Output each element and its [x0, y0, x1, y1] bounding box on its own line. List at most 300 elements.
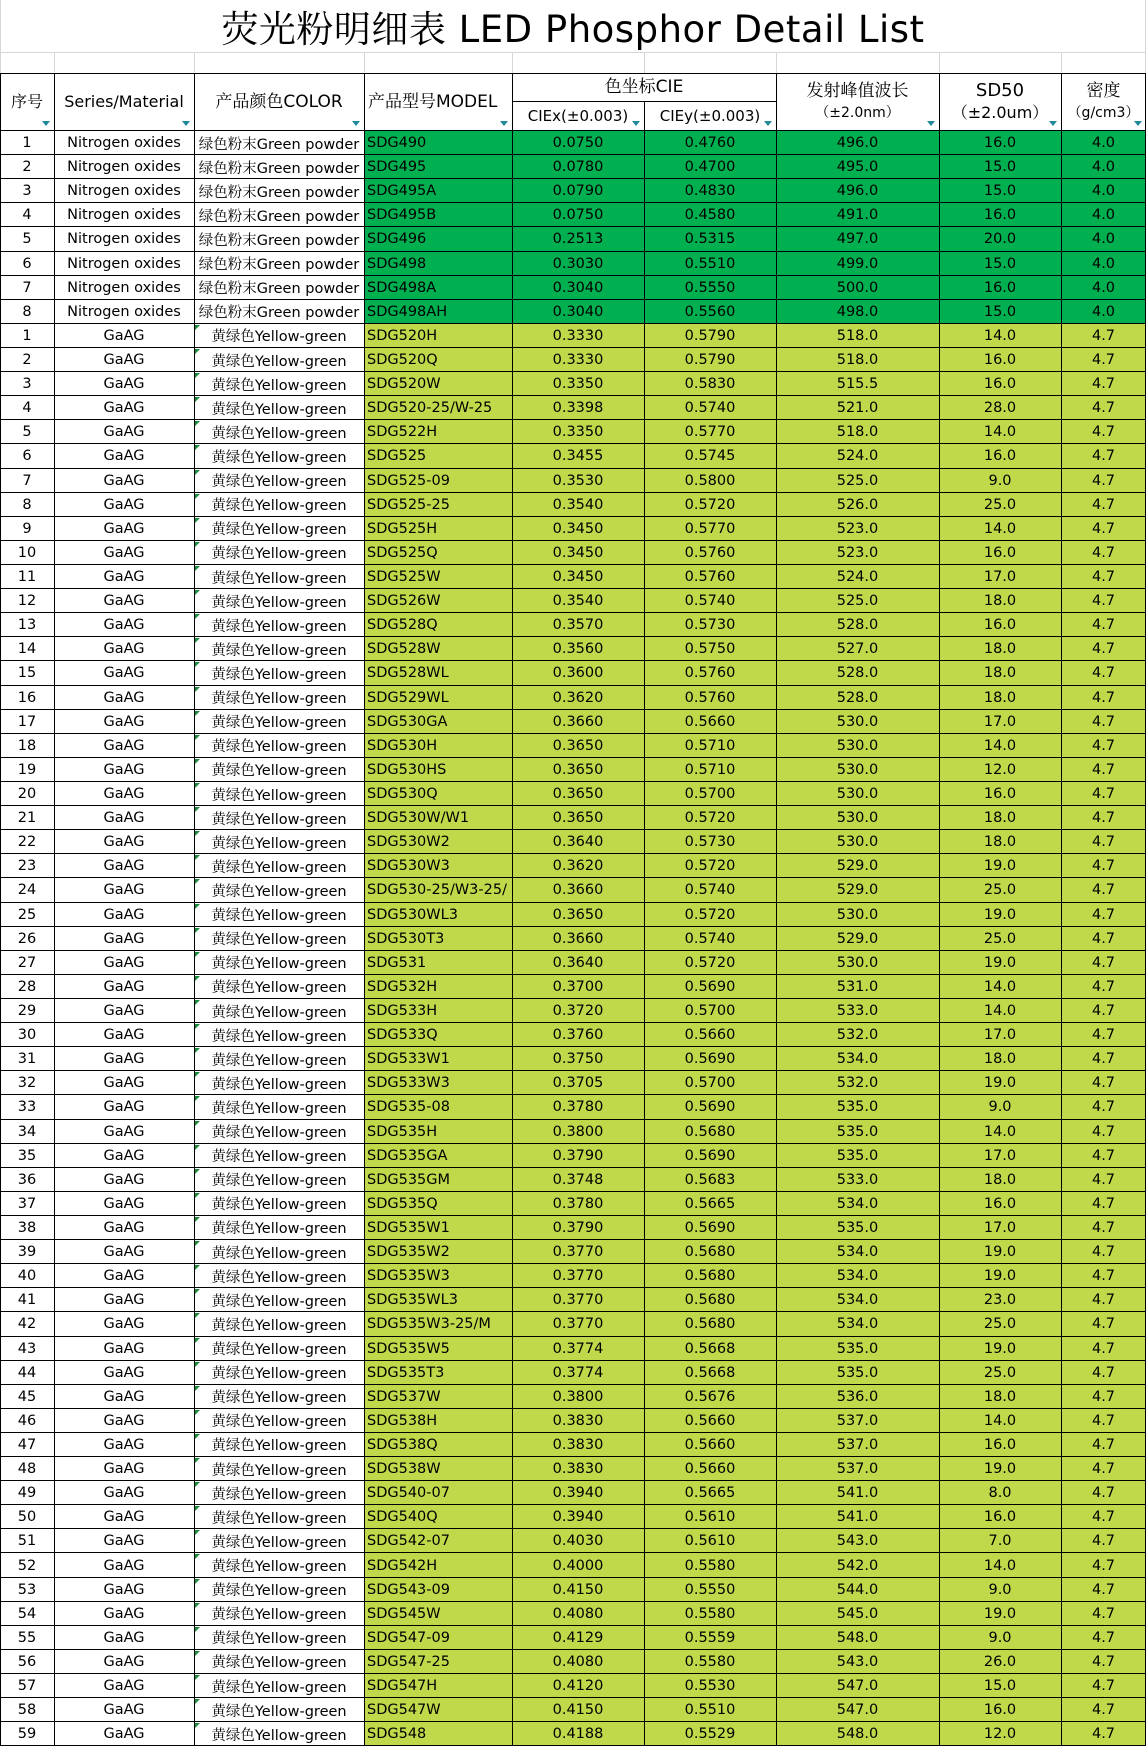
cell-peak[interactable]: 530.0	[836, 761, 879, 778]
cell-sd50[interactable]: 18.0	[983, 1388, 1017, 1405]
cell-sd50[interactable]: 25.0	[983, 1364, 1017, 1381]
cell-model[interactable]: SDG525Q	[367, 544, 438, 561]
cell-ciey[interactable]: 0.5700	[684, 786, 736, 803]
filter-dropdown-icon[interactable]	[500, 121, 508, 126]
cell-model[interactable]: SDG538W	[367, 1461, 441, 1478]
cell-color[interactable]: 黄绿色Yellow-green	[211, 1631, 347, 1648]
cell-color[interactable]: 黄绿色Yellow-green	[211, 980, 347, 997]
cell-sd50[interactable]: 17.0	[983, 1147, 1017, 1164]
cell-model[interactable]: SDG535-08	[367, 1099, 450, 1116]
cell-sd50[interactable]: 18.0	[983, 593, 1017, 610]
cell-color[interactable]: 黄绿色Yellow-green	[211, 1052, 347, 1069]
cell-ciey[interactable]: 0.5530	[684, 1678, 736, 1695]
cell-sd50[interactable]: 16.0	[983, 1195, 1017, 1212]
cell-ciex[interactable]: 0.3350	[552, 376, 604, 393]
cell-model[interactable]: SDG498A	[367, 279, 437, 296]
cell-sd50[interactable]: 18.0	[983, 665, 1017, 682]
cell-sd50[interactable]: 19.0	[983, 906, 1017, 923]
cell-sd50[interactable]: 14.0	[983, 1123, 1017, 1140]
cell-color[interactable]: 黄绿色Yellow-green	[211, 353, 347, 370]
cell-ciex[interactable]: 0.4080	[552, 1653, 604, 1670]
header-sd50[interactable]: SD50 （±2.0um）	[951, 79, 1049, 122]
cell-ciex[interactable]: 0.3830	[552, 1461, 604, 1478]
cell-sd50[interactable]: 16.0	[983, 1436, 1017, 1453]
cell-color[interactable]: 黄绿色Yellow-green	[211, 1703, 347, 1720]
filter-dropdown-icon[interactable]	[182, 121, 190, 126]
cell-peak[interactable]: 542.0	[836, 1557, 879, 1574]
filter-dropdown-icon[interactable]	[764, 121, 772, 126]
cell-peak[interactable]: 518.0	[836, 352, 879, 369]
cell-model[interactable]: SDG525-09	[367, 472, 450, 489]
cell-no[interactable]: 56	[17, 1653, 37, 1670]
cell-sd50[interactable]: 12.0	[983, 1726, 1017, 1743]
cell-no[interactable]: 47	[17, 1436, 37, 1453]
cell-ciex[interactable]: 0.3720	[552, 1003, 604, 1019]
cell-color[interactable]: 黄绿色Yellow-green	[211, 932, 347, 949]
cell-ciey[interactable]: 0.5760	[684, 544, 736, 561]
cell-density[interactable]: 4.7	[1091, 1244, 1116, 1261]
cell-peak[interactable]: 534.0	[836, 1244, 879, 1261]
cell-color[interactable]: 黄绿色Yellow-green	[211, 1607, 347, 1624]
cell-ciex[interactable]: 0.4129	[552, 1629, 604, 1646]
cell-ciey[interactable]: 0.5760	[684, 689, 736, 706]
cell-ciey[interactable]: 0.4830	[684, 183, 736, 200]
cell-color[interactable]: 黄绿色Yellow-green	[211, 1317, 347, 1334]
header-ciey[interactable]: CIEy(±0.003)	[659, 107, 761, 125]
cell-color[interactable]: 绿色粉末Green powder	[198, 160, 360, 177]
cell-ciey[interactable]: 0.5830	[684, 376, 736, 393]
cell-sd50[interactable]: 23.0	[983, 1292, 1017, 1309]
cell-sd50[interactable]: 16.0	[983, 617, 1017, 634]
cell-sd50[interactable]: 19.0	[983, 858, 1017, 875]
cell-model[interactable]: SDG530H	[367, 737, 438, 754]
cell-color[interactable]: 黄绿色Yellow-green	[211, 1486, 347, 1503]
cell-no[interactable]: 6	[22, 255, 32, 272]
cell-model[interactable]: SDG495B	[367, 207, 437, 224]
cell-ciey[interactable]: 0.5700	[684, 1075, 736, 1092]
cell-no[interactable]: 35	[17, 1147, 37, 1164]
cell-density[interactable]: 4.7	[1091, 617, 1116, 634]
cell-density[interactable]: 4.7	[1091, 1003, 1116, 1019]
cell-density[interactable]: 4.7	[1091, 544, 1116, 561]
cell-ciey[interactable]: 0.5680	[684, 1292, 736, 1309]
cell-sd50[interactable]: 17.0	[983, 1219, 1017, 1236]
cell-model[interactable]: SDG522H	[367, 424, 438, 441]
filter-dropdown-icon[interactable]	[1049, 121, 1057, 126]
cell-series[interactable]: GaAG	[103, 400, 145, 417]
cell-model[interactable]: SDG529WL	[367, 689, 449, 706]
cell-model[interactable]: SDG530W/W1	[367, 810, 470, 827]
cell-ciex[interactable]: 0.3620	[552, 689, 604, 706]
cell-peak[interactable]: 547.0	[836, 1678, 879, 1695]
cell-no[interactable]: 8	[22, 303, 32, 320]
cell-series[interactable]: GaAG	[103, 1147, 145, 1164]
cell-sd50[interactable]: 19.0	[983, 1268, 1017, 1285]
cell-ciex[interactable]: 0.3940	[552, 1509, 604, 1526]
cell-sd50[interactable]: 14.0	[983, 978, 1017, 995]
cell-no[interactable]: 11	[17, 569, 37, 586]
cell-peak[interactable]: 534.0	[836, 1316, 879, 1333]
cell-color[interactable]: 黄绿色Yellow-green	[211, 618, 347, 635]
cell-series[interactable]: GaAG	[103, 1461, 145, 1478]
cell-sd50[interactable]: 28.0	[983, 400, 1017, 417]
header-series[interactable]: Series/Material	[64, 91, 184, 111]
cell-density[interactable]: 4.7	[1091, 786, 1116, 803]
cell-ciey[interactable]: 0.5660	[684, 1412, 736, 1429]
cell-series[interactable]: GaAG	[103, 1533, 145, 1550]
cell-series[interactable]: GaAG	[103, 1557, 145, 1574]
cell-no[interactable]: 4	[22, 207, 32, 224]
cell-no[interactable]: 50	[17, 1509, 37, 1526]
cell-ciey[interactable]: 0.5700	[684, 1003, 736, 1019]
cell-sd50[interactable]: 14.0	[983, 1557, 1017, 1574]
cell-sd50[interactable]: 15.0	[983, 303, 1017, 320]
cell-model[interactable]: SDG543-09	[367, 1581, 450, 1598]
cell-peak[interactable]: 532.0	[836, 1075, 879, 1092]
cell-no[interactable]: 9	[22, 520, 32, 537]
cell-no[interactable]: 41	[17, 1292, 37, 1309]
cell-density[interactable]: 4.7	[1091, 1678, 1116, 1695]
cell-ciex[interactable]: 0.3774	[552, 1364, 604, 1381]
cell-no[interactable]: 25	[17, 906, 37, 923]
cell-series[interactable]: GaAG	[103, 1629, 145, 1646]
cell-color[interactable]: 黄绿色Yellow-green	[211, 715, 347, 732]
cell-series[interactable]: GaAG	[103, 906, 145, 923]
cell-model[interactable]: SDG525-25	[367, 496, 450, 513]
cell-ciey[interactable]: 0.5665	[684, 1485, 736, 1502]
cell-no[interactable]: 34	[17, 1123, 37, 1140]
cell-peak[interactable]: 530.0	[836, 834, 879, 851]
cell-ciey[interactable]: 0.5690	[684, 978, 736, 995]
cell-no[interactable]: 59	[17, 1726, 37, 1743]
cell-sd50[interactable]: 16.0	[983, 352, 1017, 369]
cell-series[interactable]: GaAG	[103, 641, 145, 658]
cell-model[interactable]: SDG530HS	[367, 761, 447, 778]
cell-density[interactable]: 4.7	[1091, 424, 1116, 441]
cell-peak[interactable]: 547.0	[836, 1702, 879, 1719]
cell-ciex[interactable]: 0.3780	[552, 1195, 604, 1212]
cell-ciey[interactable]: 0.5720	[684, 858, 736, 875]
cell-density[interactable]: 4.0	[1091, 231, 1116, 248]
cell-peak[interactable]: 534.0	[836, 1268, 879, 1285]
cell-model[interactable]: SDG533W3	[367, 1075, 450, 1092]
cell-density[interactable]: 4.7	[1091, 352, 1116, 369]
cell-color[interactable]: 黄绿色Yellow-green	[211, 1028, 347, 1045]
cell-sd50[interactable]: 15.0	[983, 183, 1017, 200]
cell-sd50[interactable]: 18.0	[983, 641, 1017, 658]
cell-no[interactable]: 53	[17, 1581, 37, 1598]
cell-model[interactable]: SDG525	[367, 448, 427, 465]
cell-no[interactable]: 21	[17, 810, 37, 827]
cell-color[interactable]: 黄绿色Yellow-green	[211, 787, 347, 804]
cell-sd50[interactable]: 17.0	[983, 713, 1017, 730]
cell-peak[interactable]: 524.0	[836, 448, 879, 465]
cell-no[interactable]: 48	[17, 1461, 37, 1478]
header-no[interactable]: 序号	[10, 91, 43, 111]
cell-ciey[interactable]: 0.5790	[684, 327, 736, 344]
cell-peak[interactable]: 532.0	[836, 1027, 879, 1044]
cell-no[interactable]: 58	[17, 1702, 37, 1719]
cell-ciey[interactable]: 0.5660	[684, 713, 736, 730]
cell-density[interactable]: 4.7	[1091, 858, 1116, 875]
cell-model[interactable]: SDG535GM	[367, 1171, 451, 1188]
cell-color[interactable]: 黄绿色Yellow-green	[211, 425, 347, 442]
cell-series[interactable]: GaAG	[103, 858, 145, 875]
cell-peak[interactable]: 529.0	[836, 930, 879, 947]
cell-ciey[interactable]: 0.5740	[684, 930, 736, 947]
cell-density[interactable]: 4.7	[1091, 520, 1116, 537]
cell-model[interactable]: SDG545W	[367, 1605, 441, 1622]
cell-series[interactable]: GaAG	[103, 520, 145, 537]
cell-series[interactable]: Nitrogen oxides	[67, 135, 181, 152]
cell-sd50[interactable]: 25.0	[983, 1316, 1017, 1333]
cell-series[interactable]: GaAG	[103, 424, 145, 441]
cell-ciey[interactable]: 0.5720	[684, 954, 736, 971]
cell-series[interactable]: GaAG	[103, 761, 145, 778]
cell-color[interactable]: 黄绿色Yellow-green	[211, 691, 347, 708]
cell-series[interactable]: GaAG	[103, 1678, 145, 1695]
cell-ciex[interactable]: 0.3650	[552, 761, 604, 778]
cell-ciex[interactable]: 0.4080	[552, 1605, 604, 1622]
cell-sd50[interactable]: 19.0	[983, 1461, 1017, 1478]
cell-ciex[interactable]: 0.4000	[552, 1557, 604, 1574]
cell-color[interactable]: 绿色粉末Green powder	[198, 184, 360, 201]
cell-color[interactable]: 黄绿色Yellow-green	[211, 1679, 347, 1696]
cell-series[interactable]: GaAG	[103, 448, 145, 465]
cell-series[interactable]: GaAG	[103, 1581, 145, 1598]
cell-color[interactable]: 绿色粉末Green powder	[198, 257, 360, 274]
cell-ciex[interactable]: 0.3770	[552, 1268, 604, 1285]
cell-density[interactable]: 4.7	[1091, 1075, 1116, 1092]
cell-color[interactable]: 黄绿色Yellow-green	[211, 329, 347, 346]
cell-peak[interactable]: 530.0	[836, 810, 879, 827]
cell-no[interactable]: 27	[17, 954, 37, 971]
cell-peak[interactable]: 530.0	[836, 713, 879, 730]
cell-model[interactable]: SDG525W	[367, 569, 441, 586]
cell-model[interactable]: SDG535GA	[367, 1147, 448, 1164]
header-peak-wavelength[interactable]: 发射峰值波长 （±2.0nm）	[806, 80, 909, 121]
cell-sd50[interactable]: 20.0	[983, 231, 1017, 248]
cell-peak[interactable]: 537.0	[836, 1412, 879, 1429]
cell-ciex[interactable]: 0.0750	[552, 135, 604, 152]
cell-peak[interactable]: 529.0	[836, 882, 879, 899]
cell-ciex[interactable]: 0.4150	[552, 1581, 604, 1598]
cell-sd50[interactable]: 16.0	[983, 786, 1017, 803]
cell-ciey[interactable]: 0.5720	[684, 810, 736, 827]
cell-peak[interactable]: 518.0	[836, 327, 879, 344]
cell-no[interactable]: 30	[17, 1027, 37, 1044]
cell-model[interactable]: SDG520Q	[367, 352, 438, 369]
cell-sd50[interactable]: 18.0	[983, 689, 1017, 706]
cell-density[interactable]: 4.0	[1091, 183, 1116, 200]
cell-peak[interactable]: 528.0	[836, 617, 879, 634]
cell-peak[interactable]: 496.0	[836, 135, 879, 152]
cell-color[interactable]: 黄绿色Yellow-green	[211, 570, 347, 587]
cell-model[interactable]: SDG530GA	[367, 713, 448, 730]
cell-model[interactable]: SDG535W1	[367, 1219, 450, 1236]
cell-color[interactable]: 黄绿色Yellow-green	[211, 401, 347, 418]
cell-density[interactable]: 4.7	[1091, 1364, 1116, 1381]
cell-ciex[interactable]: 0.3540	[552, 496, 604, 513]
cell-series[interactable]: GaAG	[103, 1268, 145, 1285]
cell-ciey[interactable]: 0.5770	[684, 424, 736, 441]
cell-no[interactable]: 13	[17, 617, 37, 634]
cell-model[interactable]: SDG533Q	[367, 1027, 438, 1044]
cell-color[interactable]: 黄绿色Yellow-green	[211, 1221, 347, 1238]
cell-no[interactable]: 42	[17, 1316, 37, 1333]
cell-ciey[interactable]: 0.5665	[684, 1195, 736, 1212]
cell-series[interactable]: Nitrogen oxides	[67, 279, 181, 296]
cell-ciex[interactable]: 0.0750	[552, 207, 604, 224]
cell-model[interactable]: SDG542-07	[367, 1533, 450, 1550]
cell-peak[interactable]: 535.0	[836, 1364, 879, 1381]
cell-sd50[interactable]: 26.0	[983, 1653, 1017, 1670]
cell-ciex[interactable]: 0.3800	[552, 1123, 604, 1140]
header-density[interactable]: 密度 （g/cm3）	[1067, 80, 1140, 121]
cell-series[interactable]: GaAG	[103, 1702, 145, 1719]
cell-model[interactable]: SDG535T3	[367, 1364, 445, 1381]
cell-ciey[interactable]: 0.5559	[684, 1629, 736, 1646]
cell-ciex[interactable]: 0.3040	[552, 279, 604, 296]
cell-color[interactable]: 黄绿色Yellow-green	[211, 1245, 347, 1262]
cell-ciex[interactable]: 0.3540	[552, 593, 604, 610]
cell-ciex[interactable]: 0.3650	[552, 906, 604, 923]
cell-ciey[interactable]: 0.5690	[684, 1219, 736, 1236]
cell-model[interactable]: SDG530W3	[367, 858, 450, 875]
cell-sd50[interactable]: 14.0	[983, 327, 1017, 344]
cell-no[interactable]: 19	[17, 761, 37, 778]
cell-color[interactable]: 黄绿色Yellow-green	[211, 449, 347, 466]
cell-series[interactable]: GaAG	[103, 544, 145, 561]
cell-color[interactable]: 黄绿色Yellow-green	[211, 956, 347, 973]
cell-peak[interactable]: 531.0	[836, 978, 879, 995]
cell-ciex[interactable]: 0.3030	[552, 255, 604, 272]
cell-sd50[interactable]: 16.0	[983, 207, 1017, 224]
cell-ciex[interactable]: 0.3774	[552, 1340, 604, 1357]
cell-sd50[interactable]: 9.0	[988, 1581, 1012, 1598]
cell-density[interactable]: 4.7	[1091, 737, 1116, 754]
cell-density[interactable]: 4.7	[1091, 1171, 1116, 1188]
cell-ciex[interactable]: 0.2513	[552, 231, 604, 248]
cell-sd50[interactable]: 16.0	[983, 544, 1017, 561]
cell-series[interactable]: GaAG	[103, 1316, 145, 1333]
cell-series[interactable]: GaAG	[103, 1051, 145, 1068]
cell-model[interactable]: SDG528Q	[367, 617, 438, 634]
cell-ciex[interactable]: 0.3660	[552, 713, 604, 730]
cell-sd50[interactable]: 17.0	[983, 569, 1017, 586]
cell-peak[interactable]: 500.0	[836, 279, 879, 296]
cell-ciey[interactable]: 0.5676	[684, 1388, 736, 1405]
cell-ciey[interactable]: 0.5610	[684, 1509, 736, 1526]
cell-color[interactable]: 绿色粉末Green powder	[198, 208, 360, 225]
cell-density[interactable]: 4.7	[1091, 1292, 1116, 1309]
cell-series[interactable]: GaAG	[103, 1123, 145, 1140]
cell-peak[interactable]: 499.0	[836, 255, 879, 272]
cell-series[interactable]: Nitrogen oxides	[67, 183, 181, 200]
cell-ciex[interactable]: 0.3530	[552, 472, 604, 489]
cell-peak[interactable]: 523.0	[836, 520, 879, 537]
cell-model[interactable]: SDG520-25/W-25	[367, 400, 493, 417]
cell-ciex[interactable]: 0.3450	[552, 544, 604, 561]
cell-density[interactable]: 4.7	[1091, 1219, 1116, 1236]
cell-sd50[interactable]: 16.0	[983, 448, 1017, 465]
cell-ciey[interactable]: 0.5730	[684, 617, 736, 634]
cell-model[interactable]: SDG547-25	[367, 1653, 450, 1670]
cell-series[interactable]: GaAG	[103, 665, 145, 682]
cell-color[interactable]: 黄绿色Yellow-green	[211, 1342, 347, 1359]
cell-series[interactable]: Nitrogen oxides	[67, 207, 181, 224]
cell-no[interactable]: 26	[17, 930, 37, 947]
cell-ciey[interactable]: 0.5315	[684, 231, 736, 248]
cell-ciex[interactable]: 0.4188	[552, 1726, 604, 1743]
cell-series[interactable]: Nitrogen oxides	[67, 231, 181, 248]
cell-ciey[interactable]: 0.5580	[684, 1557, 736, 1574]
cell-ciey[interactable]: 0.5580	[684, 1653, 736, 1670]
cell-color[interactable]: 黄绿色Yellow-green	[211, 1125, 347, 1142]
cell-model[interactable]: SDG547-09	[367, 1629, 450, 1646]
cell-peak[interactable]: 527.0	[836, 641, 879, 658]
cell-ciey[interactable]: 0.5690	[684, 1099, 736, 1116]
cell-series[interactable]: GaAG	[103, 1099, 145, 1116]
cell-sd50[interactable]: 19.0	[983, 954, 1017, 971]
cell-ciex[interactable]: 0.3940	[552, 1485, 604, 1502]
cell-series[interactable]: Nitrogen oxides	[67, 303, 181, 320]
cell-ciey[interactable]: 0.5720	[684, 496, 736, 513]
cell-no[interactable]: 38	[17, 1219, 37, 1236]
cell-ciey[interactable]: 0.5660	[684, 1027, 736, 1044]
cell-peak[interactable]: 526.0	[836, 496, 879, 513]
cell-no[interactable]: 1	[22, 327, 32, 344]
cell-color[interactable]: 黄绿色Yellow-green	[211, 1004, 347, 1021]
cell-peak[interactable]: 548.0	[836, 1726, 879, 1743]
cell-density[interactable]: 4.7	[1091, 665, 1116, 682]
cell-no[interactable]: 31	[17, 1051, 37, 1068]
cell-no[interactable]: 43	[17, 1340, 37, 1357]
cell-model[interactable]: SDG542H	[367, 1557, 438, 1574]
cell-ciex[interactable]: 0.3830	[552, 1412, 604, 1429]
cell-ciey[interactable]: 0.4760	[684, 135, 736, 152]
cell-ciex[interactable]: 0.3660	[552, 882, 604, 899]
cell-density[interactable]: 4.0	[1091, 255, 1116, 272]
cell-color[interactable]: 黄绿色Yellow-green	[211, 1534, 347, 1551]
cell-series[interactable]: GaAG	[103, 1388, 145, 1405]
cell-no[interactable]: 3	[22, 376, 32, 393]
cell-ciex[interactable]: 0.3790	[552, 1147, 604, 1164]
cell-model[interactable]: SDG498	[367, 255, 427, 272]
cell-model[interactable]: SDG535Q	[367, 1195, 438, 1212]
cell-color[interactable]: 绿色粉末Green powder	[198, 136, 360, 153]
cell-density[interactable]: 4.7	[1091, 761, 1116, 778]
cell-color[interactable]: 黄绿色Yellow-green	[211, 1197, 347, 1214]
cell-sd50[interactable]: 14.0	[983, 1412, 1017, 1429]
cell-series[interactable]: GaAG	[103, 1244, 145, 1261]
cell-ciex[interactable]: 0.3770	[552, 1316, 604, 1333]
cell-density[interactable]: 4.7	[1091, 810, 1116, 827]
cell-peak[interactable]: 535.0	[836, 1340, 879, 1357]
cell-density[interactable]: 4.7	[1091, 1051, 1116, 1068]
cell-ciex[interactable]: 0.3750	[552, 1051, 604, 1068]
cell-peak[interactable]: 530.0	[836, 906, 879, 923]
cell-density[interactable]: 4.7	[1091, 978, 1116, 995]
cell-series[interactable]: GaAG	[103, 1075, 145, 1092]
cell-ciex[interactable]: 0.3770	[552, 1292, 604, 1309]
cell-density[interactable]: 4.0	[1091, 207, 1116, 224]
cell-series[interactable]: GaAG	[103, 569, 145, 586]
cell-sd50[interactable]: 25.0	[983, 930, 1017, 947]
cell-no[interactable]: 55	[17, 1629, 37, 1646]
cell-model[interactable]: SDG547W	[367, 1702, 441, 1719]
cell-sd50[interactable]: 16.0	[983, 279, 1017, 296]
